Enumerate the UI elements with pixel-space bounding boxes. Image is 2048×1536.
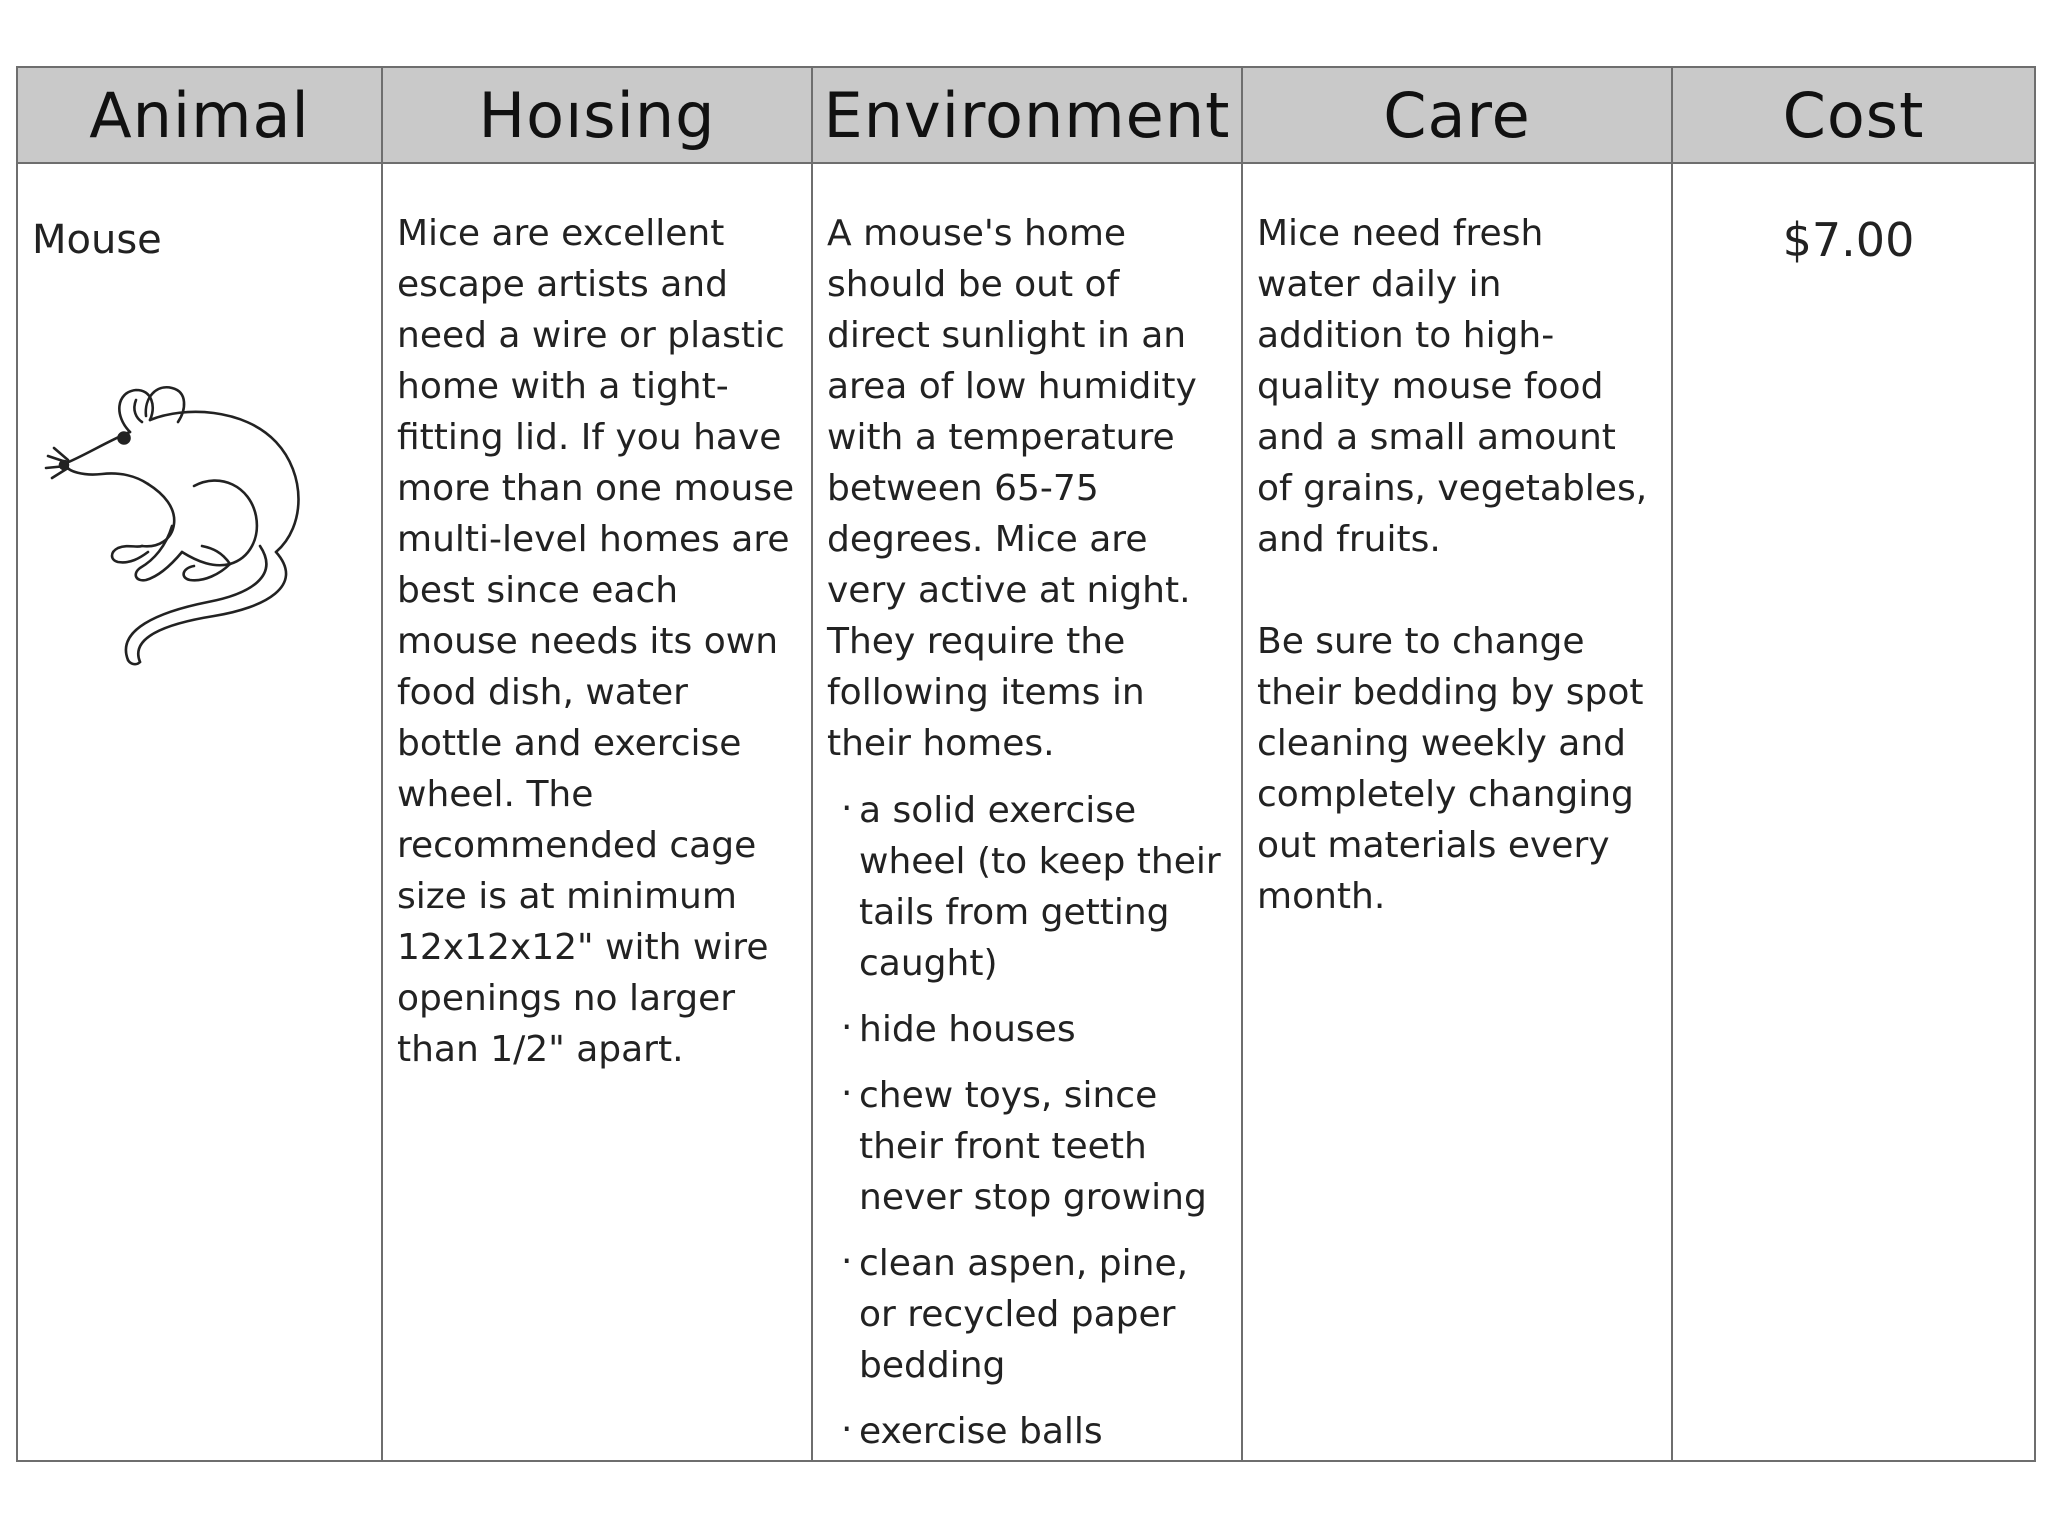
cost-value: $7.00 [1782, 213, 1915, 267]
care-text-bedding: Be sure to change their bedding by spot cleaning weekly and completely changing out materials every month. [1257, 621, 1644, 917]
header-cost: Cost [1782, 78, 1925, 152]
list-item: · hide houses [841, 1004, 1227, 1055]
animal-name: Mouse [32, 217, 162, 263]
mouse-illustration-icon [44, 376, 324, 666]
cell-care [1243, 164, 1673, 1460]
cell-environment [813, 164, 1243, 1460]
header-housing: Hoısing [383, 68, 813, 162]
care-text-feeding: Mice need fresh water daily in addition to high-quality mouse food and a small amount of grains, vegetables, and fruits. [1257, 213, 1648, 560]
header-environment: Environment [813, 68, 1243, 162]
cell-housing [383, 164, 813, 1460]
table-header-row [18, 68, 2034, 164]
list-item: · exercise balls [841, 1406, 1227, 1457]
cell-cost [1673, 164, 2034, 1460]
environment-item-list [827, 785, 1227, 1457]
environment-intro: A mouse's home should be out of direct sunlight in an area of low humidity with a temperature between 65-75 degrees. Mice are very active at night. They require the following items in their homes. [827, 213, 1197, 764]
cell-animal [18, 164, 383, 1460]
table-row [18, 164, 2034, 1460]
list-item: · clean aspen, pine, or recycled paper bedding [841, 1238, 1227, 1391]
housing-text: Mice are excellent escape artists and need a wire or plastic home with a tight-fitting lid. If you have more than one mouse multi-level homes are best since each mouse needs its own food dish, water bottle and exercise wheel. The recommended cage size is at minimum 12x12x12" with wire openings no larger than 1/2" apart. [397, 213, 795, 1070]
header-animal: Animal [18, 68, 383, 162]
pet-care-table [16, 66, 2036, 1462]
list-item: · a solid exercise wheel (to keep their tails from getting caught) [841, 785, 1227, 989]
list-item: · chew toys, since their front teeth never stop growing [841, 1070, 1227, 1223]
header-care: Care [1243, 68, 1673, 162]
